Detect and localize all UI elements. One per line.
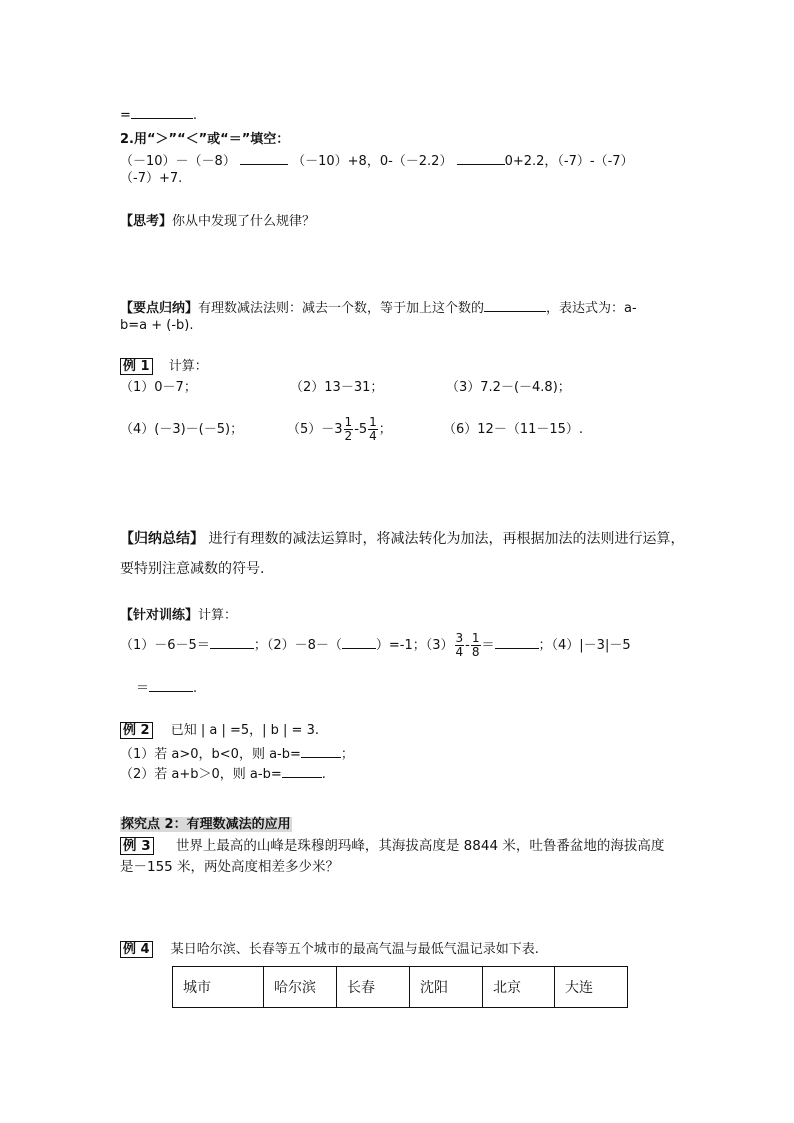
table-cell: 长春 — [337, 967, 410, 1008]
conclusion-cont: 要特别注意减数的符号. — [120, 561, 265, 577]
conclusion: 【归纳总结】 进行有理数的减法运算时，将减法转化为加法，再根据加法的法则进行运算， — [120, 531, 685, 547]
example-1-label: 例 1 — [120, 358, 153, 375]
drill-line2: ＝ . — [136, 677, 197, 698]
q2-line1: （－10）－（－8） （－10）+8，0-（－2.2） 0+2.2，（-7）-（-7） — [120, 150, 634, 171]
table-row — [173, 967, 628, 1008]
q2-line2: （-7）+7. — [120, 171, 183, 186]
table-cell: 城市 — [173, 967, 264, 1008]
blank[interactable] — [210, 634, 254, 649]
example-2-q2: （2）若 a+b＞0，则 a-b= . — [120, 763, 326, 784]
think: 【思考】你从中发现了什么规律？ — [120, 214, 316, 229]
drill-line1: （1）－6－5＝ ；（2）－8－（ ）=-1；（3） $\frac{3}{4}$ - $\frac{1}{8}$ ＝ ；（4）|－3|－5 — [120, 631, 631, 659]
example-4: 例 4 某日哈尔滨、长春等五个城市的最高气温与最低气温记录如下表. — [120, 941, 539, 959]
section-2-heading: 探究点 2：有理数减法的应用 — [121, 817, 291, 832]
q2-title: 2.用“＞”“＜”或“＝”填空： — [120, 132, 290, 147]
blank[interactable] — [301, 743, 341, 758]
fraction: $\frac{3}{4}$ — [455, 631, 464, 659]
example-1-item: （2）13－31； — [290, 380, 384, 395]
drill-title: 【针对训练】计算： — [120, 608, 238, 623]
blank[interactable] — [240, 150, 288, 165]
example-1-item: （4）(－3)－(－5)； — [120, 422, 244, 437]
example-1-item: （1）0－7； — [120, 380, 197, 395]
table-cell: 哈尔滨 — [264, 967, 337, 1008]
example-1-item-5: （5）－3 $\frac{1}{2}$ -5 $\frac{1}{4}$ ； — [287, 415, 392, 443]
blank[interactable] — [282, 763, 322, 778]
example-4-label: 例 4 — [120, 941, 153, 958]
example-1-title: 例 1 计算： — [120, 358, 208, 376]
blank[interactable] — [484, 297, 546, 312]
blank[interactable] — [457, 150, 505, 165]
table-cell: 沈阳 — [410, 967, 483, 1008]
example-1-item: （6）12－（11－15）. — [443, 422, 584, 437]
example-3-label: 例 3 — [120, 837, 154, 855]
example-2-label: 例 2 — [120, 722, 153, 739]
table-cell: 大连 — [555, 967, 628, 1008]
blank[interactable] — [495, 634, 539, 649]
fraction: $\frac{1}{4}$ — [369, 415, 377, 443]
example-2-title: 例 2 已知 | a | =5，| b | = 3. — [120, 722, 319, 740]
table-cell: 北京 — [483, 967, 555, 1008]
blank[interactable] — [149, 677, 193, 692]
example-3: 例 3 世界上最高的山峰是珠穆朗玛峰，其海拔高度是 8844 米，吐鲁番盆地的海拔高度 — [120, 837, 664, 855]
blank[interactable] — [342, 634, 376, 649]
fraction: $\frac{1}{8}$ — [471, 631, 480, 659]
example-2-q1: （1）若 a>0，b<0，则 a-b= ； — [120, 743, 354, 764]
example-3-cont: 是－155 米，两处高度相差多少米？ — [120, 859, 340, 875]
top-fill-line: = . — [120, 104, 197, 125]
blank[interactable] — [131, 104, 193, 119]
example-1-item: （3）7.2－(－4.8)； — [446, 380, 571, 395]
key-summary: 【要点归纳】有理数减法法则：减去一个数，等于加上这个数的 ，表达式为：a- — [120, 297, 637, 318]
fraction: $\frac{1}{2}$ — [344, 415, 353, 443]
key-summary-cont: b=a + (-b). — [120, 318, 194, 333]
city-temperature-table — [172, 966, 628, 1008]
